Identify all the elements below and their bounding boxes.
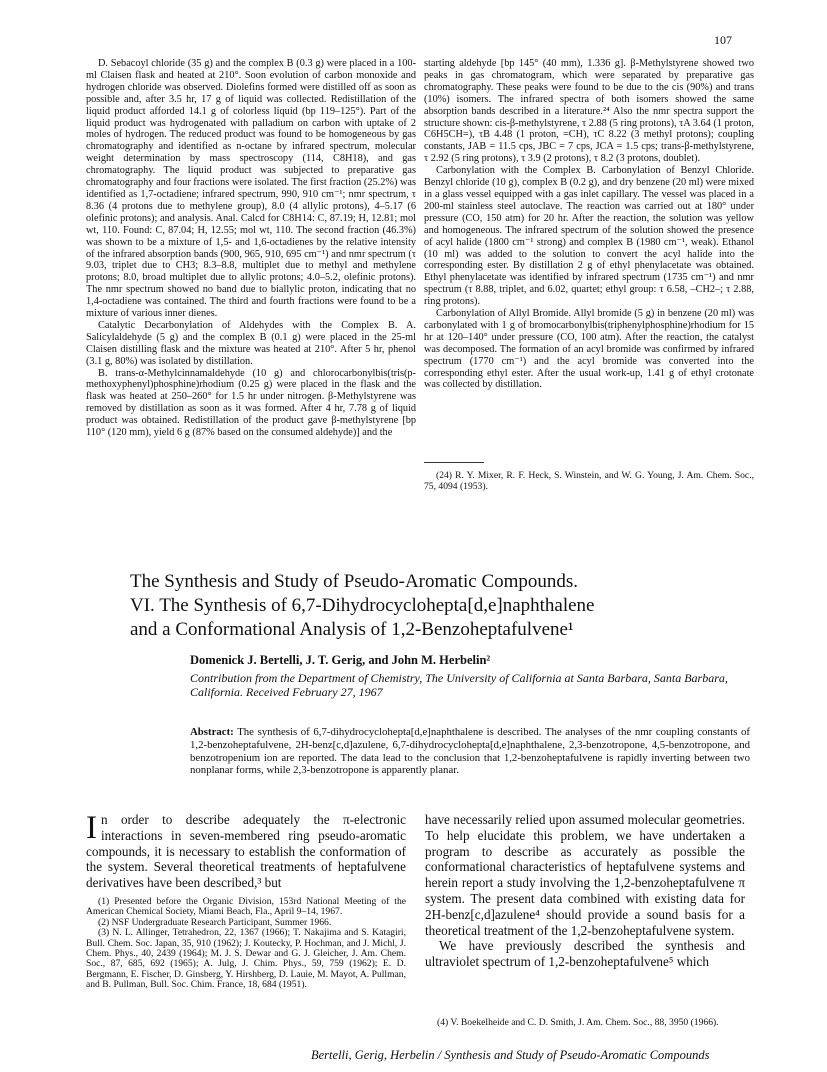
abstract-label: Abstract:: [190, 726, 234, 738]
paragraph: Catalytic Decarbonylation of Aldehydes with the Complex B. A. Salicylaldehyde (5 g) and the complex B (0.1 g) were placed in the 25-ml Claisen distilling flask and the mixture was heated at 210°. After 5 hr, phenol (3.1 g, 80%) was isolated by distillation.: [86, 319, 416, 367]
footnote: (1) Presented before the Organic Division, 153rd National Meeting of the American Chemical Society, Miami Beach, Fla., April 9–14, 1967.: [86, 896, 406, 918]
footnote: (2) NSF Undergraduate Research Participant, Summer 1966.: [98, 916, 332, 928]
paragraph: B. trans-α-Methylcinnamaldehyde (10 g) and chlorocarbonylbis(tris(p-methoxyphenyl)phosphine)rhodium (0.25 g) were placed in the flask and the flask was heated at 250–260° for 1.5 hr under nitrogen. β-Methylstyrene was removed by distillation as soon as it was formed. After 4 hr, 7.78 g of liquid product was obtained. Redistillation of the product gave β-methylstyrene [bp 110° (120 mm), yield 6 g (87% based on the consumed aldehyde)] and the: [86, 367, 416, 439]
right-column-experimental: [424, 58, 754, 391]
page-number: 107: [714, 33, 732, 47]
article-title: [130, 570, 750, 642]
title-line: and a Conformational Analysis of 1,2-Benzoheptafulvene¹: [130, 619, 574, 640]
footnotes-left: [86, 897, 406, 991]
footnote-divider: [424, 462, 484, 463]
abstract: [190, 726, 750, 777]
intro-text: We have previously described the synthesis and ultraviolet spectrum of 1,2-benzoheptafulvene⁵ which: [425, 938, 745, 970]
intro-left-column: [86, 812, 406, 891]
paragraph: Carbonylation of Allyl Bromide. Allyl bromide (5 g) in benzene (20 ml) was carbonylated with 1 g of bromocarbonylbis(triphenylphosphine)rhodium for 15 hr at 120–140° under pressure (CO, 100 atm). After the reaction, the catalyst was decomposed. The formation of an acyl bromide was confirmed by infrared spectrum (1770 cm⁻¹) and the acyl bromide was converted into the corresponding ethyl ester. After the usual work-up, 1.41 g of ethyl crotonate was collected by distillation.: [424, 308, 754, 391]
footnote-24: (24) R. Y. Mixer, R. F. Heck, S. Winstein, and W. G. Young, J. Am. Chem. Soc., 75, 4094 (1953).: [424, 470, 754, 492]
footnote-4: [425, 1018, 745, 1028]
paragraph: starting aldehyde [bp 145° (40 mm), 1.336 g]. β-Methylstyrene showed two peaks in gas chromatogram, which were separated by preparative gas chromatography. These peaks were found to be due to the cis (90%) and trans (10%) isomers. The infrared spectra of both isomers showed the same absorption bands described in a literature.²⁴ Also the nmr spectra support the structure shown: cis-β-methylstyrene, τ 2.88 (5 ring protons), τA 3.64 (1 proton, C6H5CH=), τB 4.48 (1 proton, =CH), τC 8.22 (3 methyl protons); coupling constants, JAB = 11.5 cps, JBC = 7 cps, JCA = 1.5 cps; trans-β-methylstyrene, τ 2.92 (5 ring protons), τ 3.9 (2 protons), τ 8.2 (3 protons, doublet).: [424, 58, 754, 165]
intro-right-column: [425, 812, 745, 970]
title-line: The Synthesis and Study of Pseudo-Aromatic Compounds.: [130, 571, 579, 592]
footnote: (3) N. L. Allinger, Tetrahedron, 22, 1367 (1966); T. Nakajima and S. Katagiri, Bull. Chem. Soc. Japan, 35, 910 (1962); J. Koutecky, P. Hochman, and J. Michl, J. Chem. Phys., 40, 2439 (1964); M. J. S. Dewar and G. J. Gleicher, J. Am. Chem. Soc., 87, 685, 692 (1965); A. Julg, J. Chim. Phys., 59, 759 (1962); E. D. Bergmann, E. Fischer, D. Ginsberg, Y. Hirshberg, D. Lauie, M. Mayot, A. Pullman, and B. Pullman, Bull. Soc. Chim. France, 18, 684 (1951).: [86, 927, 406, 991]
paragraph: D. Sebacoyl chloride (35 g) and the complex B (0.3 g) were placed in a 100-ml Claisen flask and heated at 210°. Soon evolution of carbon monoxide and hydrogen chloride was observed. Diolefins formed were distilled off as soon as possible and, after 3.5 hr, 17 g of liquid was collected. Redistillation of the liquid product afforded 14.1 g of colorless liquid (bp 119–125°). Part of the liquid product was hydrogenated with palladium on carbon with uptake of 2 moles of hydrogen. The reduced product was found to be homogeneous by gas chromatography and identified as n-octane by infrared spectrum, molecular weight determination by mass spectroscopy (114, C8H18), and gas chromatography. The liquid product was subjected to preparative gas chromatography and four fractions were isolated. The first fraction (25.2%) was identified as 1,7-octadiene; infrared spectrum, 990, 910 cm⁻¹; nmr spectrum, τ 8.36 (4 protons due to methylene group), 8.0 (4 allylic protons), 4–5.17 (6 olefinic protons); and analysis. Anal. Calcd for C8H14: C, 87.19; H, 12.81; mol wt, 110. Found: C, 87.04; H, 12.55; mol wt, 110. The second fraction (46.3%) was shown to be a mixture of 1,5- and 1,6-octadienes by the relative intensity of the infrared absorption bands (900, 965, 910, 695 cm⁻¹) and nmr spectrum (τ 9.03, triplet due to CH3; 8.3–8.8, multiplet due to methyl and methylene protons; 8.0, broad multiplet due to allylic protons; 4.0–5.2, olefinic protons). The nmr spectrum showed no band due to biallylic proton, indicating that no 1,4-octadiene was contained. The third and fourth fractions were found to be a mixture of various inner dienes.: [86, 58, 416, 320]
paragraph: Carbonylation with the Complex B. Carbonylation of Benzyl Chloride. Benzyl chloride (10 g), complex B (0.2 g), and dry benzene (20 ml) were mixed in a glass vessel equipped with a gas inlet capillary. The vessel was placed in a 200-ml stainless steel autoclave. The reaction was carried out at 180° under pressure (CO, 150 atm) for 20 hr. After the reaction, the solution was yellow and homogeneous. The infrared spectrum of the solution showed the presence of acyl halide (1800 cm⁻¹ strong) and complex B (1980 cm⁻¹, weak). Ethanol (10 ml) was added to the solution to convert the acyl halide into the corresponding ester. By distillation 2 g of ethyl phenylacetate was obtained. Ethyl phenylacetate was identified by infrared spectrum (1735 cm⁻¹) and nmr spectrum (τ 8.88, triplet, and 6.02, quartet; ethyl group: τ 6.58, –CH2–; τ 2.88, ring protons).: [424, 165, 754, 308]
footnote: (4) V. Boekelheide and C. D. Smith, J. Am. Chem. Soc., 88, 3950 (1966).: [437, 1017, 719, 1028]
authors: Domenick J. Bertelli, J. T. Gerig, and John M. Herbelin²: [190, 653, 491, 667]
left-column-experimental: [86, 58, 416, 439]
running-footer: Bertelli, Gerig, Herbelin / Synthesis and Study of Pseudo-Aromatic Compounds: [311, 1048, 710, 1062]
intro-text: have necessarily relied upon assumed molecular geometries. To help elucidate this problem, we have undertaken a program to describe as accurately as possible the conformational characteristics of heptafulvene systems and herein report a study involving the 1,2-benzoheptafulvene π system. The present data combined with existing data for 2H-benz[c,d]azulene⁴ should provide a sound basis for a theoretical treatment of the 1,2-benzoheptafulvene system.: [425, 812, 745, 938]
intro-text: n order to describe adequately the π-electronic interactions in seven-membered ring pseudo-aromatic compounds, it is necessary to establish the conformation of the system. Several theoretical treatments of heptafulvene derivatives have been described,³ but: [86, 812, 406, 891]
affiliation: Contribution from the Department of Chemistry, The University of California at Santa Barbara, Santa Barbara, California. Received February 27, 1967: [190, 671, 728, 699]
drop-cap: I: [86, 810, 97, 846]
title-line: VI. The Synthesis of 6,7-Dihydrocyclohepta[d,e]naphthalene: [130, 595, 595, 616]
abstract-text: The synthesis of 6,7-dihydrocyclohepta[d,e]naphthalene is described. The analyses of the nmr coupling constants of 1,2-benzoheptafulvene, 2H-benz[c,d]azulene, 6,7-dihydrocyclohepta[d,e]naphthalene, 2,3-benzotropone, 4,5-benzotropone, and benzotropenium ion are reported. The data lead to the conclusion that 1,2-benzoheptafulvene is rapidly inverting between two nonplanar forms, while 2,3-benzotropone is apparently planar.: [190, 726, 750, 777]
